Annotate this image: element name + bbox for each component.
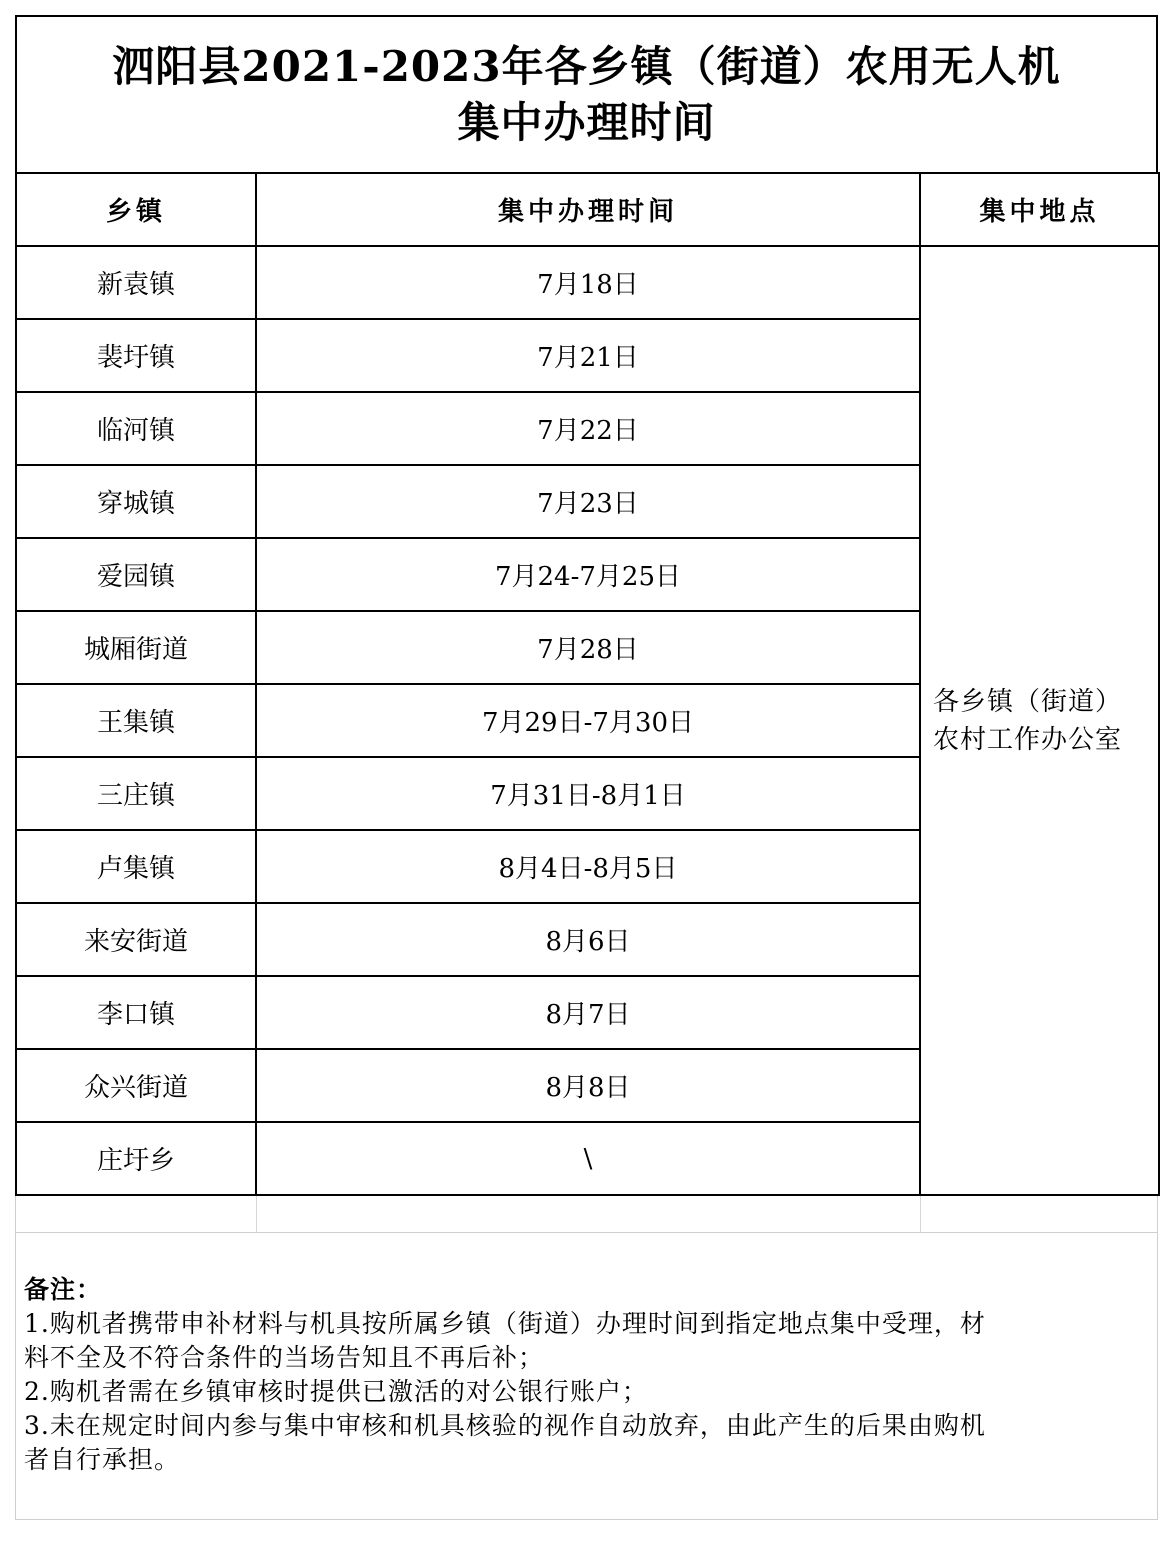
header-time: 集中办理时间 <box>256 173 920 246</box>
time-cell: 8月8日 <box>256 1049 920 1122</box>
time-cell: 7月28日 <box>256 611 920 684</box>
notes-line: 1.购机者携带申补材料与机具按所属乡镇（街道）办理时间到指定地点集中受理，材 <box>24 1309 986 1338</box>
time-cell: 7月18日 <box>256 246 920 319</box>
header-row <box>16 173 1159 246</box>
time-cell: 7月29日-7月30日 <box>256 684 920 757</box>
notes-line: 者自行承担。 <box>24 1445 181 1474</box>
town-cell: 临河镇 <box>16 392 256 465</box>
schedule-sheet <box>15 15 1158 1520</box>
time-cell: \ <box>256 1122 920 1195</box>
table-row <box>16 246 1159 319</box>
town-cell: 穿城镇 <box>16 465 256 538</box>
time-cell: 7月22日 <box>256 392 920 465</box>
page-subtitle: 集中办理时间 <box>457 97 716 147</box>
time-cell: 7月31日-8月1日 <box>256 757 920 830</box>
town-cell: 庄圩乡 <box>16 1122 256 1195</box>
town-cell: 李口镇 <box>16 976 256 1049</box>
town-cell: 卢集镇 <box>16 830 256 903</box>
notes-line: 料不全及不符合条件的当场告知且不再后补； <box>24 1343 545 1372</box>
header-place: 集中地点 <box>920 173 1159 246</box>
time-cell: 8月4日-8月5日 <box>256 830 920 903</box>
blank-spacer-row <box>15 1196 1158 1232</box>
time-cell: 7月21日 <box>256 319 920 392</box>
time-cell: 7月24-7月25日 <box>256 538 920 611</box>
town-cell: 城厢街道 <box>16 611 256 684</box>
town-cell: 来安街道 <box>16 903 256 976</box>
schedule-table <box>15 172 1160 1196</box>
title-block <box>15 15 1158 172</box>
town-cell: 三庄镇 <box>16 757 256 830</box>
time-cell: 8月6日 <box>256 903 920 976</box>
place-line-1: 各乡镇（街道） <box>933 686 1123 717</box>
town-cell: 新袁镇 <box>16 246 256 319</box>
page-title: 泗阳县2021-2023年各乡镇（街道）农用无人机 <box>112 41 1061 91</box>
town-cell: 王集镇 <box>16 684 256 757</box>
header-town: 乡镇 <box>16 173 256 246</box>
town-cell: 爱园镇 <box>16 538 256 611</box>
place-cell <box>920 246 1159 1195</box>
time-cell: 8月7日 <box>256 976 920 1049</box>
notes-line: 3.未在规定时间内参与集中审核和机具核验的视作自动放弃，由此产生的后果由购机 <box>24 1411 986 1440</box>
place-line-2: 农村工作办公室 <box>933 724 1123 755</box>
spacer-divider <box>920 1196 921 1232</box>
time-cell: 7月23日 <box>256 465 920 538</box>
notes-line: 2.购机者需在乡镇审核时提供已激活的对公银行账户； <box>24 1377 648 1406</box>
town-cell: 裴圩镇 <box>16 319 256 392</box>
spacer-divider <box>256 1196 257 1232</box>
notes-section <box>15 1232 1158 1520</box>
town-cell: 众兴街道 <box>16 1049 256 1122</box>
notes-title: 备注： <box>24 1275 103 1304</box>
